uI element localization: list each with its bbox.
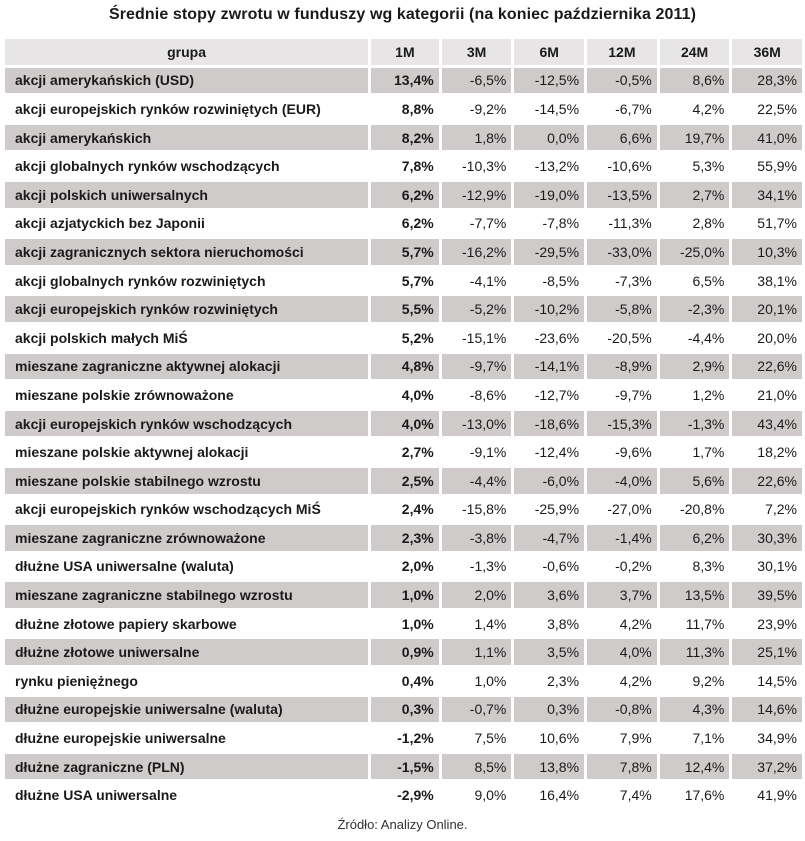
value-cell-6m: 13,8%	[514, 754, 584, 780]
value-cell-1m: 2,3%	[371, 525, 439, 551]
value-cell-36m: 25,1%	[732, 639, 802, 665]
value-cell-36m: 28,3%	[732, 68, 802, 94]
value-cell-3m: -5,2%	[442, 296, 512, 322]
value-cell-1m: 5,5%	[371, 296, 439, 322]
table-row	[5, 668, 802, 694]
value-cell-36m: 7,2%	[732, 497, 802, 523]
table-row	[5, 211, 802, 237]
value-cell-3m: 1,8%	[442, 125, 512, 151]
value-cell-12m: -6,7%	[587, 96, 657, 122]
table-row	[5, 354, 802, 380]
value-cell-6m: -4,7%	[514, 525, 584, 551]
value-cell-36m: 41,9%	[732, 782, 802, 808]
value-cell-36m: 22,6%	[732, 468, 802, 494]
table-row	[5, 439, 802, 465]
value-cell-3m: -4,1%	[442, 268, 512, 294]
category-cell: mieszane zagraniczne zrównoważone	[5, 525, 368, 551]
value-cell-3m: -6,5%	[442, 68, 512, 94]
value-cell-6m: -12,4%	[514, 439, 584, 465]
table-row	[5, 239, 802, 265]
value-cell-3m: -12,9%	[442, 182, 512, 208]
value-cell-6m: -13,2%	[514, 153, 584, 179]
value-cell-1m: -1,5%	[371, 754, 439, 780]
value-cell-24m: -4,4%	[660, 325, 730, 351]
category-cell: rynku pieniężnego	[5, 668, 368, 694]
value-cell-36m: 14,5%	[732, 668, 802, 694]
value-cell-12m: 6,6%	[587, 125, 657, 151]
value-cell-1m: 8,8%	[371, 96, 439, 122]
table-row	[5, 554, 802, 580]
value-cell-1m: 6,2%	[371, 211, 439, 237]
category-cell: dłużne złotowe papiery skarbowe	[5, 611, 368, 637]
table-row	[5, 782, 802, 808]
table-row	[5, 582, 802, 608]
value-cell-36m: 34,1%	[732, 182, 802, 208]
value-cell-24m: -20,8%	[660, 497, 730, 523]
value-cell-36m: 22,6%	[732, 354, 802, 380]
category-cell: akcji zagranicznych sektora nieruchomości	[5, 239, 368, 265]
value-cell-6m: -29,5%	[514, 239, 584, 265]
value-cell-24m: -1,3%	[660, 411, 730, 437]
value-cell-1m: 1,0%	[371, 582, 439, 608]
category-cell: akcji europejskich rynków wschodzących MiŚ	[5, 497, 368, 523]
value-cell-6m: 16,4%	[514, 782, 584, 808]
value-cell-24m: 12,4%	[660, 754, 730, 780]
value-cell-6m: 3,5%	[514, 639, 584, 665]
value-cell-12m: -10,6%	[587, 153, 657, 179]
category-cell: dłużne USA uniwersalne (waluta)	[5, 554, 368, 580]
value-cell-24m: 11,7%	[660, 611, 730, 637]
value-cell-24m: 17,6%	[660, 782, 730, 808]
value-cell-24m: 4,3%	[660, 697, 730, 723]
value-cell-6m: -18,6%	[514, 411, 584, 437]
value-cell-1m: 2,7%	[371, 439, 439, 465]
value-cell-24m: 6,2%	[660, 525, 730, 551]
table-row	[5, 497, 802, 523]
header-grupa: grupa	[5, 39, 368, 65]
value-cell-1m: 5,2%	[371, 325, 439, 351]
table-row	[5, 125, 802, 151]
value-cell-12m: -9,6%	[587, 439, 657, 465]
value-cell-12m: 4,0%	[587, 639, 657, 665]
category-cell: akcji globalnych rynków wschodzących	[5, 153, 368, 179]
value-cell-3m: 1,1%	[442, 639, 512, 665]
header-24m: 24M	[660, 39, 730, 65]
value-cell-1m: 0,3%	[371, 697, 439, 723]
value-cell-12m: -1,4%	[587, 525, 657, 551]
value-cell-36m: 21,0%	[732, 382, 802, 408]
category-cell: akcji polskich małych MiŚ	[5, 325, 368, 351]
value-cell-36m: 51,7%	[732, 211, 802, 237]
value-cell-6m: -10,2%	[514, 296, 584, 322]
value-cell-3m: -9,1%	[442, 439, 512, 465]
value-cell-3m: 2,0%	[442, 582, 512, 608]
value-cell-1m: 4,8%	[371, 354, 439, 380]
value-cell-1m: 1,0%	[371, 611, 439, 637]
value-cell-36m: 41,0%	[732, 125, 802, 151]
table-row	[5, 411, 802, 437]
category-cell: akcji europejskich rynków rozwiniętych (EUR)	[5, 96, 368, 122]
value-cell-3m: -15,1%	[442, 325, 512, 351]
value-cell-3m: -9,2%	[442, 96, 512, 122]
value-cell-6m: -7,8%	[514, 211, 584, 237]
value-cell-24m: 1,2%	[660, 382, 730, 408]
value-cell-3m: 7,5%	[442, 725, 512, 751]
value-cell-36m: 18,2%	[732, 439, 802, 465]
returns-table	[2, 36, 805, 811]
value-cell-3m: -16,2%	[442, 239, 512, 265]
category-cell: dłużne zagraniczne (PLN)	[5, 754, 368, 780]
value-cell-36m: 23,9%	[732, 611, 802, 637]
value-cell-1m: 2,4%	[371, 497, 439, 523]
table-title: Średnie stopy zwrotu w funduszy wg kategorii (na koniec października 2011)	[108, 6, 697, 23]
value-cell-12m: 7,8%	[587, 754, 657, 780]
value-cell-1m: 2,5%	[371, 468, 439, 494]
value-cell-6m: 0,3%	[514, 697, 584, 723]
value-cell-24m: -2,3%	[660, 296, 730, 322]
value-cell-1m: 5,7%	[371, 239, 439, 265]
value-cell-1m: 7,8%	[371, 153, 439, 179]
value-cell-12m: -27,0%	[587, 497, 657, 523]
value-cell-36m: 22,5%	[732, 96, 802, 122]
category-cell: dłużne USA uniwersalne	[5, 782, 368, 808]
table-row	[5, 525, 802, 551]
value-cell-36m: 30,3%	[732, 525, 802, 551]
value-cell-6m: -12,7%	[514, 382, 584, 408]
table-row	[5, 296, 802, 322]
value-cell-3m: -8,6%	[442, 382, 512, 408]
value-cell-1m: -1,2%	[371, 725, 439, 751]
table-row	[5, 754, 802, 780]
category-cell: dłużne europejskie uniwersalne (waluta)	[5, 697, 368, 723]
value-cell-3m: 1,4%	[442, 611, 512, 637]
header-36m: 36M	[732, 39, 802, 65]
category-cell: mieszane polskie aktywnej alokacji	[5, 439, 368, 465]
value-cell-6m: -14,5%	[514, 96, 584, 122]
value-cell-1m: 4,0%	[371, 411, 439, 437]
table-row	[5, 68, 802, 94]
value-cell-12m: -0,8%	[587, 697, 657, 723]
value-cell-24m: 7,1%	[660, 725, 730, 751]
value-cell-12m: 7,9%	[587, 725, 657, 751]
value-cell-1m: 2,0%	[371, 554, 439, 580]
value-cell-6m: -19,0%	[514, 182, 584, 208]
value-cell-6m: 2,3%	[514, 668, 584, 694]
value-cell-12m: 4,2%	[587, 668, 657, 694]
value-cell-36m: 20,0%	[732, 325, 802, 351]
table-row	[5, 611, 802, 637]
value-cell-36m: 55,9%	[732, 153, 802, 179]
value-cell-1m: -2,9%	[371, 782, 439, 808]
value-cell-24m: 5,3%	[660, 153, 730, 179]
value-cell-24m: 4,2%	[660, 96, 730, 122]
value-cell-3m: -1,3%	[442, 554, 512, 580]
category-cell: mieszane polskie zrównoważone	[5, 382, 368, 408]
category-cell: mieszane zagraniczne stabilnego wzrostu	[5, 582, 368, 608]
value-cell-24m: 2,7%	[660, 182, 730, 208]
value-cell-24m: 6,5%	[660, 268, 730, 294]
category-cell: akcji europejskich rynków rozwiniętych	[5, 296, 368, 322]
table-row	[5, 468, 802, 494]
value-cell-6m: -25,9%	[514, 497, 584, 523]
value-cell-3m: 9,0%	[442, 782, 512, 808]
category-cell: akcji europejskich rynków wschodzących	[5, 411, 368, 437]
value-cell-12m: -9,7%	[587, 382, 657, 408]
value-cell-3m: 1,0%	[442, 668, 512, 694]
value-cell-6m: -0,6%	[514, 554, 584, 580]
value-cell-1m: 6,2%	[371, 182, 439, 208]
value-cell-1m: 0,9%	[371, 639, 439, 665]
header-12m: 12M	[587, 39, 657, 65]
header-1m: 1M	[371, 39, 439, 65]
value-cell-24m: 1,7%	[660, 439, 730, 465]
value-cell-12m: -7,3%	[587, 268, 657, 294]
table-row	[5, 96, 802, 122]
value-cell-3m: -0,7%	[442, 697, 512, 723]
value-cell-36m: 34,9%	[732, 725, 802, 751]
table-row	[5, 153, 802, 179]
table-row	[5, 382, 802, 408]
value-cell-36m: 10,3%	[732, 239, 802, 265]
value-cell-24m: 8,3%	[660, 554, 730, 580]
table-row	[5, 639, 802, 665]
source-note: Źródło: Analizy Online.	[337, 817, 468, 832]
category-cell: dłużne europejskie uniwersalne	[5, 725, 368, 751]
value-cell-12m: 4,2%	[587, 611, 657, 637]
table-row	[5, 697, 802, 723]
value-cell-12m: 7,4%	[587, 782, 657, 808]
value-cell-3m: -15,8%	[442, 497, 512, 523]
value-cell-36m: 20,1%	[732, 296, 802, 322]
header-3m: 3M	[442, 39, 512, 65]
value-cell-36m: 14,6%	[732, 697, 802, 723]
value-cell-24m: 9,2%	[660, 668, 730, 694]
value-cell-12m: -11,3%	[587, 211, 657, 237]
value-cell-6m: 3,8%	[514, 611, 584, 637]
value-cell-1m: 4,0%	[371, 382, 439, 408]
value-cell-12m: -0,2%	[587, 554, 657, 580]
category-cell: mieszane zagraniczne aktywnej alokacji	[5, 354, 368, 380]
category-cell: akcji polskich uniwersalnych	[5, 182, 368, 208]
value-cell-36m: 39,5%	[732, 582, 802, 608]
value-cell-36m: 43,4%	[732, 411, 802, 437]
value-cell-24m: 13,5%	[660, 582, 730, 608]
value-cell-12m: -4,0%	[587, 468, 657, 494]
value-cell-36m: 38,1%	[732, 268, 802, 294]
value-cell-24m: 19,7%	[660, 125, 730, 151]
value-cell-24m: 2,8%	[660, 211, 730, 237]
value-cell-36m: 30,1%	[732, 554, 802, 580]
value-cell-1m: 8,2%	[371, 125, 439, 151]
value-cell-1m: 0,4%	[371, 668, 439, 694]
value-cell-1m: 13,4%	[371, 68, 439, 94]
table-body	[5, 68, 802, 808]
table-row	[5, 725, 802, 751]
value-cell-12m: -15,3%	[587, 411, 657, 437]
value-cell-12m: -5,8%	[587, 296, 657, 322]
table-row	[5, 325, 802, 351]
value-cell-12m: -0,5%	[587, 68, 657, 94]
value-cell-12m: -20,5%	[587, 325, 657, 351]
value-cell-3m: -13,0%	[442, 411, 512, 437]
value-cell-3m: -3,8%	[442, 525, 512, 551]
table-row	[5, 182, 802, 208]
header-6m: 6M	[514, 39, 584, 65]
value-cell-6m: -8,5%	[514, 268, 584, 294]
value-cell-3m: -10,3%	[442, 153, 512, 179]
category-cell: dłużne złotowe uniwersalne	[5, 639, 368, 665]
value-cell-12m: 3,7%	[587, 582, 657, 608]
value-cell-6m: 10,6%	[514, 725, 584, 751]
value-cell-24m: 2,9%	[660, 354, 730, 380]
value-cell-12m: -8,9%	[587, 354, 657, 380]
value-cell-24m: 11,3%	[660, 639, 730, 665]
value-cell-1m: 5,7%	[371, 268, 439, 294]
value-cell-24m: 5,6%	[660, 468, 730, 494]
header-row	[5, 39, 802, 65]
value-cell-12m: -13,5%	[587, 182, 657, 208]
category-cell: akcji amerykańskich (USD)	[5, 68, 368, 94]
table-row	[5, 268, 802, 294]
value-cell-6m: 3,6%	[514, 582, 584, 608]
category-cell: akcji azjatyckich bez Japonii	[5, 211, 368, 237]
value-cell-6m: -12,5%	[514, 68, 584, 94]
category-cell: mieszane polskie stabilnego wzrostu	[5, 468, 368, 494]
value-cell-6m: -6,0%	[514, 468, 584, 494]
value-cell-3m: 8,5%	[442, 754, 512, 780]
value-cell-6m: 0,0%	[514, 125, 584, 151]
value-cell-3m: -9,7%	[442, 354, 512, 380]
value-cell-24m: 8,6%	[660, 68, 730, 94]
category-cell: akcji globalnych rynków rozwiniętych	[5, 268, 368, 294]
value-cell-3m: -7,7%	[442, 211, 512, 237]
value-cell-6m: -23,6%	[514, 325, 584, 351]
value-cell-6m: -14,1%	[514, 354, 584, 380]
value-cell-36m: 37,2%	[732, 754, 802, 780]
value-cell-24m: -25,0%	[660, 239, 730, 265]
value-cell-3m: -4,4%	[442, 468, 512, 494]
value-cell-12m: -33,0%	[587, 239, 657, 265]
category-cell: akcji amerykańskich	[5, 125, 368, 151]
